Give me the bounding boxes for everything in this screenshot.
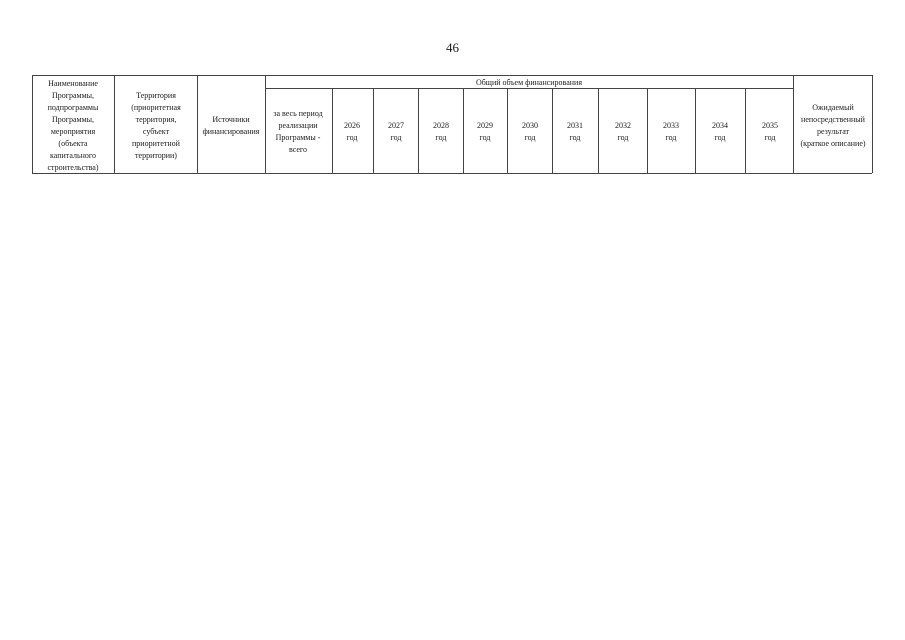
header-year-2035-line: год	[764, 133, 776, 142]
header-total	[267, 108, 329, 156]
header-territory-line: Территория	[136, 91, 176, 100]
header-border-years-result	[793, 75, 794, 173]
header-year-2029	[463, 120, 507, 144]
header-sources	[199, 114, 263, 138]
header-territory-line: субъект	[142, 127, 170, 136]
header-name-line: мероприятия	[50, 127, 96, 136]
header-border-source-total	[265, 75, 266, 173]
header-top-border	[32, 75, 872, 76]
header-year-2026-line: 2026	[344, 121, 360, 130]
header-year-2032-line: 2032	[615, 121, 631, 130]
header-year-2030-line: год	[524, 133, 536, 142]
header-year-2030	[508, 120, 552, 144]
header-name-line: Программы,	[51, 115, 95, 124]
header-year-2031	[553, 120, 597, 144]
header-year-2033-line: 2033	[663, 121, 679, 130]
header-year-2034	[698, 120, 742, 144]
header-year-2029-line: год	[479, 133, 491, 142]
header-year-2027	[374, 120, 418, 144]
header-result-line: Ожидаемый	[812, 103, 854, 112]
header-group-title: Общий объем финансирования	[475, 78, 583, 87]
header-year-2032-line: год	[617, 133, 629, 142]
header-name-line: Наименование	[48, 79, 98, 88]
header-border-name-territory	[114, 75, 115, 173]
page-number: 46	[446, 40, 459, 55]
header-total-line: Программы -	[275, 133, 321, 142]
header-territory-line: приоритетной	[132, 139, 180, 148]
header-total-line: всего	[288, 145, 307, 154]
header-year-2029-line: 2029	[477, 121, 493, 130]
header-border-territory-source	[197, 75, 198, 173]
header-name-line: капитального	[50, 151, 96, 160]
header-total-line: за весь период	[273, 109, 323, 118]
header-name	[34, 78, 112, 174]
header-total-line: реализации	[278, 121, 318, 130]
header-result-line: непосредственный	[801, 115, 865, 124]
header-year-2031-line: год	[569, 133, 581, 142]
header-bottom-border	[32, 173, 872, 174]
header-name-line: (объекта	[58, 139, 88, 148]
header-year-2026	[330, 120, 374, 144]
header-name-line: подпрограммы	[47, 103, 99, 112]
header-year-2028	[419, 120, 463, 144]
year-column-border	[745, 88, 746, 173]
header-year-2035	[748, 120, 792, 144]
header-year-2034-line: год	[714, 133, 726, 142]
header-year-2031-line: 2031	[567, 121, 583, 130]
header-territory	[116, 90, 196, 162]
header-year-2033-line: год	[665, 133, 677, 142]
year-column-border	[695, 88, 696, 173]
header-territory-line: территория,	[135, 115, 177, 124]
header-year-2032	[601, 120, 645, 144]
header-territory-line: территории)	[135, 151, 177, 160]
header-year-2027-line: год	[390, 133, 402, 142]
header-year-2028-line: 2028	[433, 121, 449, 130]
header-result-line: результат	[816, 127, 850, 136]
year-column-border	[598, 88, 599, 173]
header-year-2033	[649, 120, 693, 144]
year-column-border	[647, 88, 648, 173]
header-year-2026-line: год	[346, 133, 358, 142]
header-border-right	[872, 75, 873, 173]
header-territory-line: (приоритетная	[131, 103, 181, 112]
header-sources-line: Источники	[212, 115, 250, 124]
header-result	[795, 102, 871, 150]
header-year-2035-line: 2035	[762, 121, 778, 130]
header-year-2034-line: 2034	[712, 121, 728, 130]
header-result-line: (краткое описание)	[800, 139, 866, 148]
header-year-2028-line: год	[435, 133, 447, 142]
header-name-line: Программы,	[51, 91, 95, 100]
header-name-line: строительства)	[47, 163, 99, 172]
header-year-2027-line: 2027	[388, 121, 404, 130]
header-border-left	[32, 75, 33, 173]
header-sources-line: финансирования	[202, 127, 260, 136]
header-year-2030-line: 2030	[522, 121, 538, 130]
